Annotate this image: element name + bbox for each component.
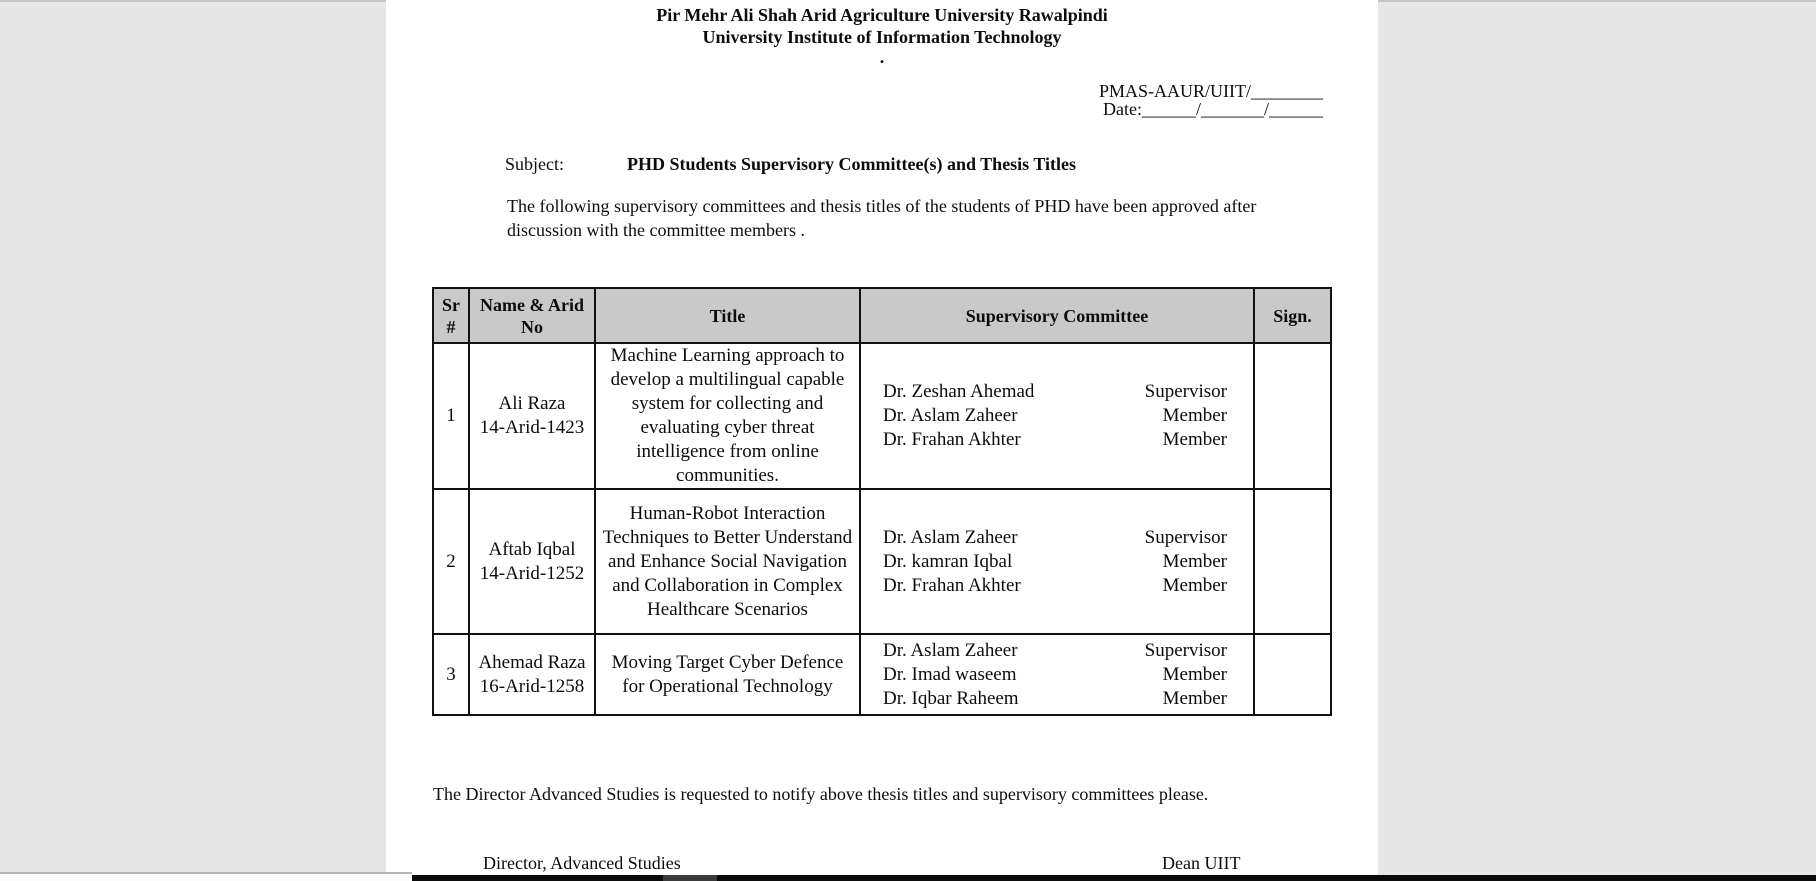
table-row <box>433 489 1331 634</box>
intro-paragraph: The following supervisory committees and thesis titles of the students of PHD have been approved after discussion with the committee members . <box>507 196 1257 240</box>
committee-cell <box>860 343 1254 489</box>
member-role: Member <box>1162 687 1227 709</box>
committee-member <box>883 380 1227 404</box>
university-name: Pir Mehr Ali Shah Arid Agriculture University Rawalpindi <box>656 5 1108 25</box>
subject-line <box>505 153 1076 175</box>
sr-number: 1 <box>433 343 469 489</box>
member-name: Dr. Frahan Akhter <box>883 574 1021 596</box>
student-arid-no: 14-Arid-1252 <box>479 562 585 584</box>
member-name: Dr. kamran Iqbal <box>883 550 1013 572</box>
committee-member <box>883 404 1227 428</box>
col-header-sr: Sr # <box>433 288 469 343</box>
committee-cell <box>860 489 1254 634</box>
member-role: Supervisor <box>1144 639 1227 661</box>
sign-cell <box>1254 343 1331 489</box>
col-header-name: Name & Arid No <box>469 288 595 343</box>
member-name: Dr. Zeshan Ahemad <box>883 381 1035 402</box>
document-header <box>386 4 1378 48</box>
committee-cell <box>860 634 1254 715</box>
member-role: Member <box>1162 405 1227 426</box>
member-name: Dr. Aslam Zaheer <box>883 639 1018 661</box>
member-name: Dr. Imad waseem <box>883 663 1017 685</box>
student-arid-no: 16-Arid-1258 <box>479 675 585 697</box>
committee-member <box>883 428 1227 452</box>
committee-member <box>883 550 1227 574</box>
closing-paragraph: The Director Advanced Studies is requested to notify above thesis titles and supervisory committees please. <box>433 784 1209 804</box>
reference-block <box>1099 82 1323 118</box>
student-name: Ali Raza <box>498 393 566 414</box>
member-name: Dr. Aslam Zaheer <box>883 405 1018 426</box>
col-header-sign: Sign. <box>1254 288 1331 343</box>
col-header-title: Title <box>595 288 860 343</box>
student-name-cell <box>469 634 595 715</box>
student-name-cell <box>469 343 595 489</box>
table-header-row <box>433 288 1331 343</box>
header-dot: . <box>879 47 885 67</box>
thesis-title: Human-Robot Interaction Techniques to Better Understand and Enhance Social Navigation and Collaboration in Complex Healthcare Scenarios <box>595 489 860 634</box>
member-role: Member <box>1162 574 1227 596</box>
signature-director: Director, Advanced Studies <box>483 853 681 873</box>
col-header-committee: Supervisory Committee <box>860 288 1254 343</box>
committee-member <box>883 526 1227 550</box>
bottom-bar-segment <box>663 875 717 881</box>
subject-label: Subject: <box>505 154 564 174</box>
sr-number: 2 <box>433 489 469 634</box>
student-arid-no: 14-Arid-1423 <box>479 417 585 438</box>
committee-member <box>883 639 1227 663</box>
thesis-title: Moving Target Cyber Defence for Operational Technology <box>595 634 860 715</box>
member-role: Supervisor <box>1144 526 1227 548</box>
institute-name: University Institute of Information Technology <box>702 27 1062 47</box>
member-role: Supervisor <box>1144 381 1227 402</box>
student-name-cell <box>469 489 595 634</box>
committee-member <box>883 663 1227 687</box>
bottom-dark-bar <box>412 875 1816 881</box>
member-role: Member <box>1162 663 1227 685</box>
reference-number: PMAS-AAUR/UIIT/________ <box>1098 81 1323 101</box>
committees-table <box>432 287 1332 716</box>
sign-cell <box>1254 489 1331 634</box>
student-name: Ahemad Raza <box>478 651 586 673</box>
date-line: Date:______/_______/______ <box>1103 99 1323 119</box>
student-name: Aftab Iqbal <box>488 538 576 560</box>
sign-cell <box>1254 634 1331 715</box>
member-role: Member <box>1162 429 1227 450</box>
sr-number: 3 <box>433 634 469 715</box>
committee-member <box>883 574 1227 598</box>
table-row <box>433 343 1331 489</box>
member-role: Member <box>1162 550 1227 572</box>
member-name: Dr. Aslam Zaheer <box>883 526 1018 548</box>
subject-text: PHD Students Supervisory Committee(s) and Thesis Titles <box>627 154 1077 174</box>
member-name: Dr. Frahan Akhter <box>883 429 1021 450</box>
document-page <box>386 0 1378 881</box>
signature-dean: Dean UIIT <box>1162 853 1241 873</box>
member-name: Dr. Iqbar Raheem <box>883 687 1019 709</box>
committee-member <box>883 687 1227 711</box>
bottom-left-strip <box>0 872 412 881</box>
table-row <box>433 634 1331 715</box>
thesis-title: Machine Learning approach to develop a multilingual capable system for collecting and evaluating cyber threat intelligence from online communities. <box>595 343 860 489</box>
